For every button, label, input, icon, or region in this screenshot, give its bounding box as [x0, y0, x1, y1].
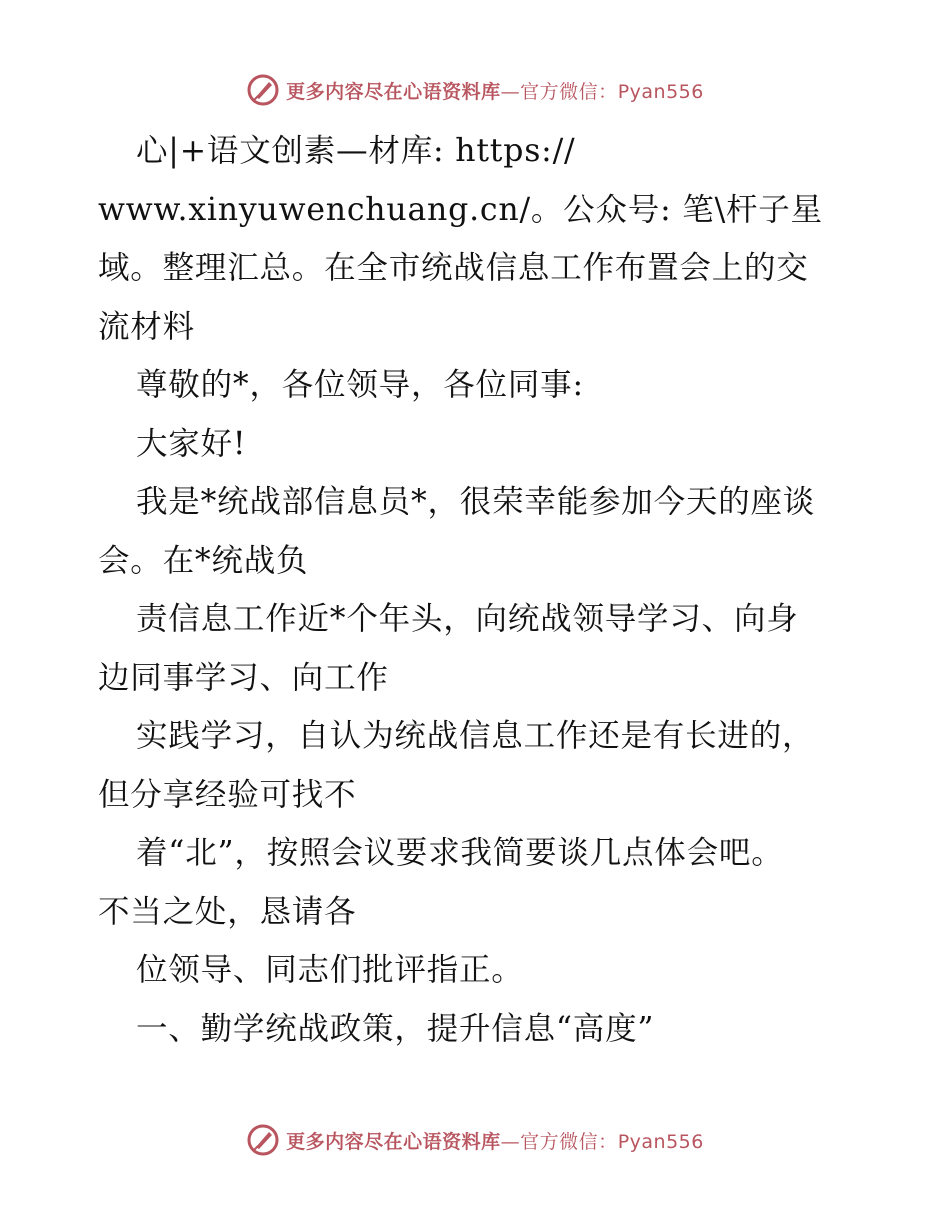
- body-line: 会。在*统战负: [98, 542, 309, 579]
- footer-banner-text: [286, 1127, 704, 1154]
- document-body: [98, 122, 858, 1058]
- body-line: 边同事学习、向工作: [98, 659, 389, 696]
- header-banner-title: 更多内容尽在心语资料库: [286, 80, 501, 103]
- header-banner: [0, 70, 950, 110]
- body-line: 心|+语文创素—材库: https://: [136, 133, 576, 169]
- header-banner-wechat-label: 官方微信：: [520, 80, 618, 103]
- body-line: 不当之处，恳请各: [98, 893, 357, 930]
- quill-circle-icon: [246, 73, 280, 107]
- quill-circle-icon: [246, 1123, 280, 1157]
- footer-banner-wechat-id: Pyan556: [617, 1130, 704, 1153]
- header-banner-separator: —: [500, 80, 521, 103]
- footer-banner-title: 更多内容尽在心语资料库: [286, 1130, 501, 1153]
- header-banner-wechat-id: Pyan556: [617, 80, 704, 103]
- body-line: 着“北”，按照会议要求我简要谈几点体会吧。: [136, 835, 784, 871]
- footer-banner-separator: —: [500, 1130, 521, 1153]
- body-line: www.xinyuwenchuang.cn/。公众号: 笔\杆子星: [98, 191, 823, 228]
- body-line: 位领导、同志们批评指正。: [136, 952, 524, 988]
- body-line: 大家好!: [136, 425, 247, 462]
- body-line: 尊敬的*，各位领导，各位同事:: [136, 367, 584, 403]
- body-line: 我是*统战部信息员*，很荣幸能参加今天的座谈: [136, 484, 816, 520]
- body-line: 流材料: [98, 308, 195, 345]
- header-banner-text: [286, 77, 704, 104]
- section-heading: 一、勤学统战政策，提升信息“高度”: [136, 1010, 655, 1047]
- body-line: 责信息工作近*个年头，向统战领导学习、向身: [136, 601, 799, 637]
- body-line: 实践学习，自认为统战信息工作还是有长进的，: [136, 718, 815, 754]
- footer-banner-wechat-label: 官方微信：: [520, 1130, 618, 1153]
- footer-banner: [0, 1120, 950, 1160]
- body-line: 域。整理汇总。在全市统战信息工作布置会上的交: [98, 250, 809, 286]
- body-line: 但分享经验可找不: [98, 776, 357, 813]
